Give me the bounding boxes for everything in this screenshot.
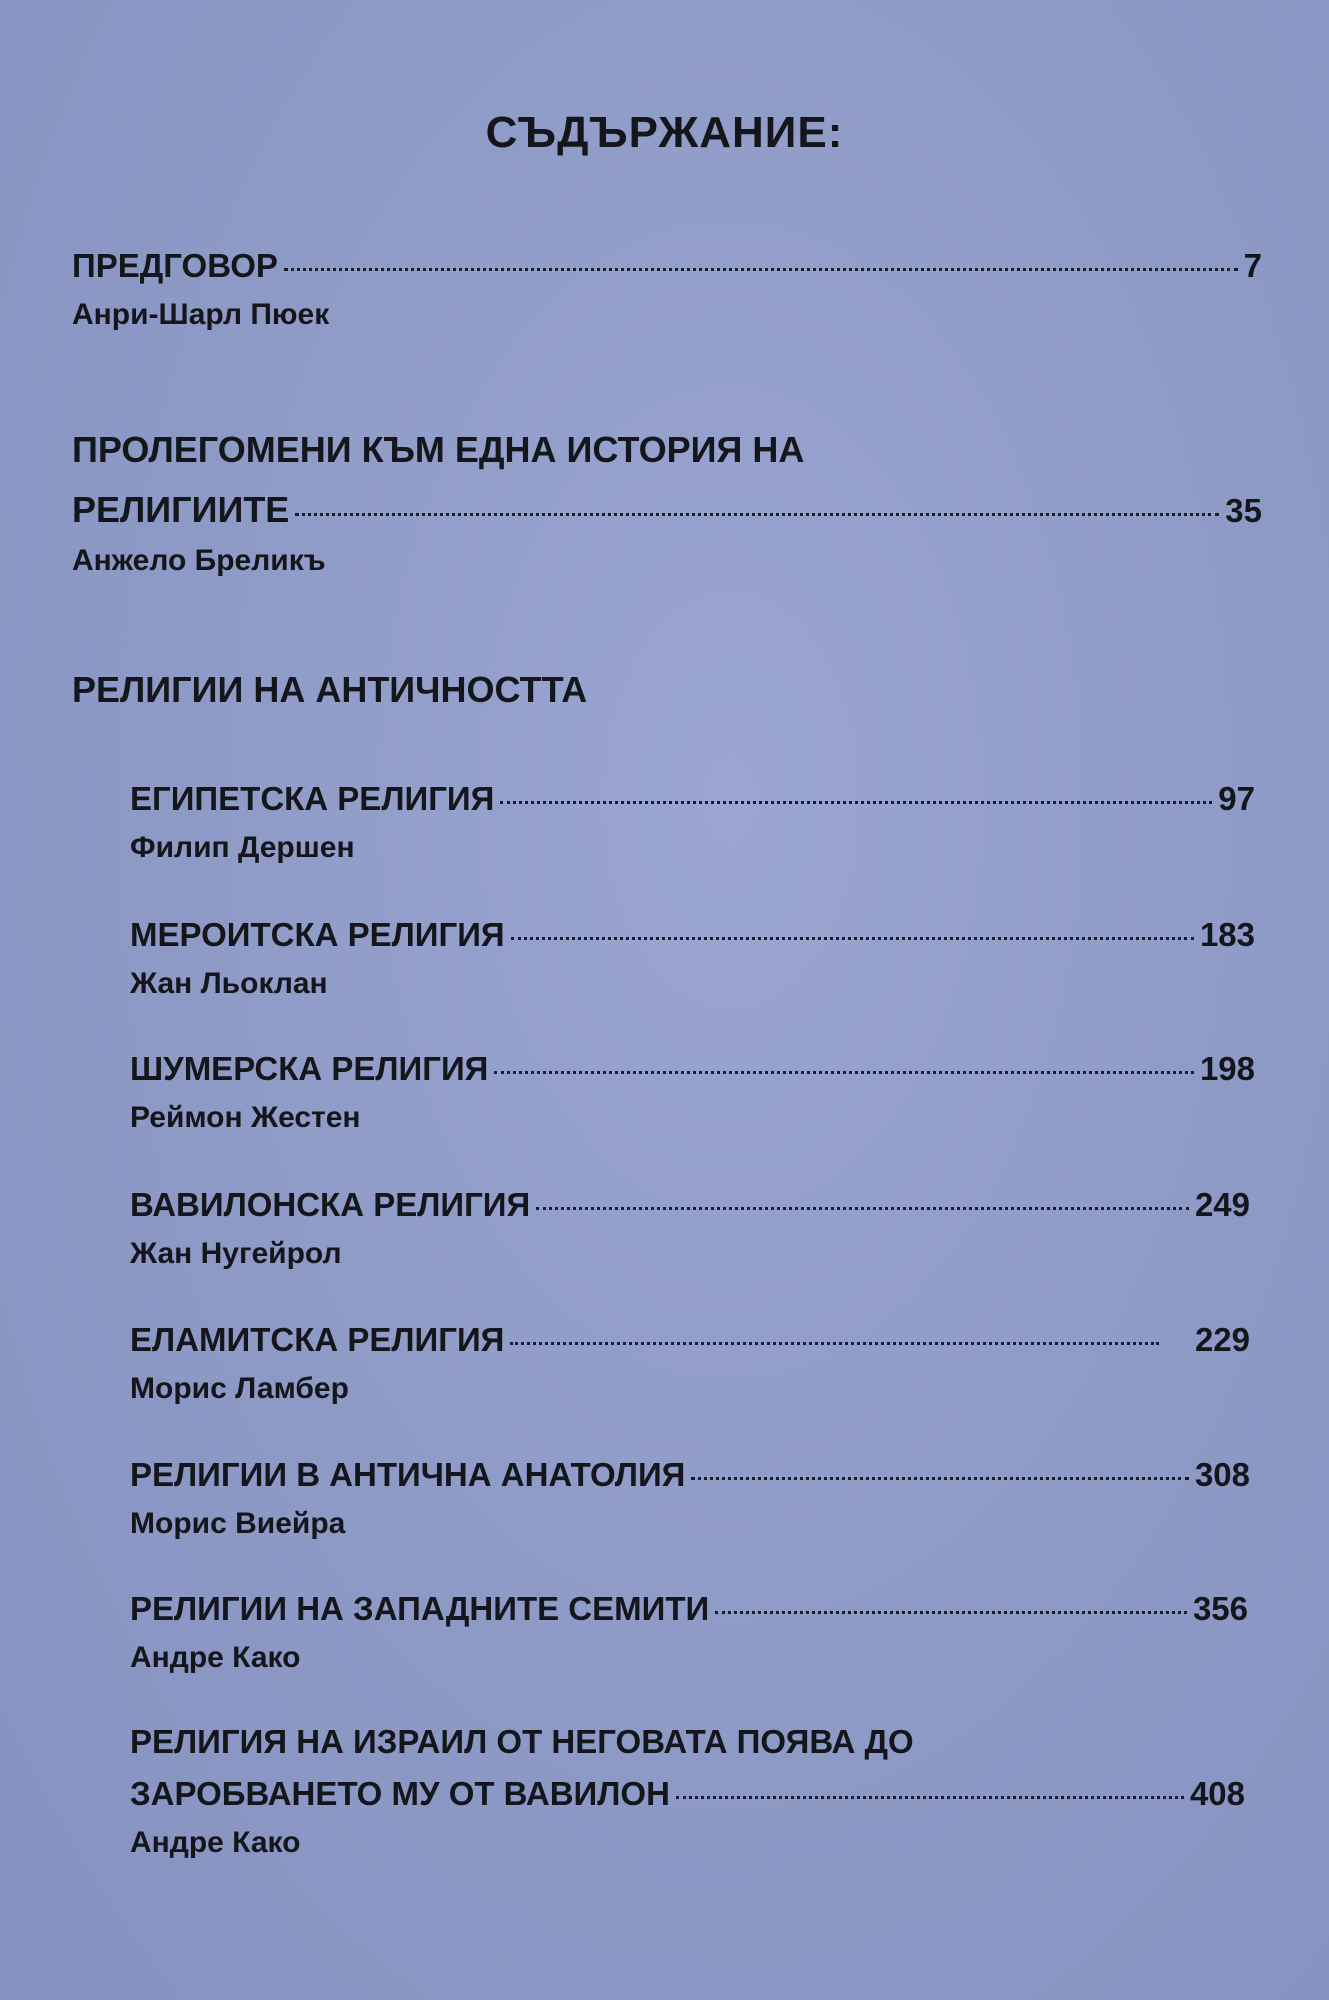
toc-page-number: 198 (1199, 1050, 1255, 1087)
toc-entry-israel (130, 1713, 1245, 1863)
leader-dots (494, 1071, 1194, 1074)
toc-entry-line (130, 1580, 1248, 1638)
toc-entry-line (72, 237, 1262, 295)
leader-dots (676, 1796, 1184, 1799)
toc-entry-line (130, 1040, 1255, 1098)
leader-dots (295, 513, 1219, 516)
leader-dots (715, 1611, 1187, 1614)
toc-entry-sumerian (130, 1040, 1255, 1138)
toc-entry-title: ЕГИПЕТСКА РЕЛИГИЯ (130, 780, 495, 817)
leader-dots (536, 1207, 1189, 1210)
toc-entry-title-line1 (130, 1713, 1245, 1771)
toc-entry-author: Морис Ламбер (130, 1372, 349, 1405)
toc-entry-line (130, 1176, 1250, 1234)
leader-dots (500, 801, 1212, 804)
section-heading: РЕЛИГИИ НА АНТИЧНОСТТА (72, 669, 588, 710)
leader-dots (511, 937, 1194, 940)
toc-entry-preface (72, 237, 1262, 335)
toc-entry-line (130, 1311, 1250, 1369)
toc-page-number: 308 (1194, 1456, 1250, 1493)
toc-entry-author: Реймон Жестен (130, 1101, 361, 1134)
toc-entry-western-semites (130, 1580, 1248, 1678)
toc-entry-meroitic (130, 906, 1255, 1004)
toc-entry-egyptian (130, 770, 1255, 868)
toc-entry-line (130, 906, 1255, 964)
toc-page-number: 183 (1199, 916, 1255, 953)
toc-entry-author: Жан Льоклан (130, 967, 328, 1000)
toc-entry-author: Анри-Шарл Пюек (72, 298, 330, 331)
toc-page-number: 7 (1243, 247, 1262, 284)
leader-dots (510, 1342, 1159, 1345)
toc-entry-title: ПРЕДГОВОР (72, 247, 278, 284)
page-title: СЪДЪРЖАНИЕ: (485, 108, 844, 157)
toc-page-number: 249 (1194, 1186, 1250, 1223)
toc-entry-line (130, 1765, 1245, 1823)
toc-entry-babylonian (130, 1176, 1250, 1274)
toc-entry-title: РЕЛИГИИ НА ЗАПАДНИТЕ СЕМИТИ (130, 1590, 710, 1627)
toc-entry-title: ВАВИЛОНСКА РЕЛИГИЯ (130, 1186, 531, 1223)
toc-entry-line (130, 770, 1255, 828)
toc-entry-anatolia (130, 1446, 1250, 1544)
toc-entry-line (72, 480, 1262, 541)
leader-dots (284, 268, 1238, 271)
toc-entry-author: Морис Виейра (130, 1507, 346, 1540)
toc-page-number: 229 (1194, 1321, 1250, 1358)
toc-entry-author: Андре Како (130, 1641, 301, 1674)
toc-entry-prolegomena (72, 420, 1262, 581)
leader-dots (691, 1477, 1189, 1480)
toc-entry-elamite (130, 1311, 1250, 1409)
toc-entry-author: Филип Дершен (130, 831, 355, 864)
toc-entry-author: Андре Како (130, 1826, 301, 1859)
toc-entry-author: Анжело Бреликъ (72, 544, 326, 577)
toc-page-number: 97 (1218, 780, 1255, 817)
toc-entry-title: ЕЛАМИТСКА РЕЛИГИЯ (130, 1321, 505, 1358)
toc-entry-line (130, 1446, 1250, 1504)
toc-page-number: 35 (1225, 492, 1262, 529)
toc-entry-title: МЕРОИТСКА РЕЛИГИЯ (130, 916, 505, 953)
toc-page-number: 408 (1189, 1775, 1245, 1812)
toc-entry-title-line1: ПРОЛЕГОМЕНИ КЪМ ЕДНА ИСТОРИЯ НА (72, 429, 805, 470)
toc-entry-title: РЕЛИГИИ В АНТИЧНА АНАТОЛИЯ (130, 1456, 686, 1493)
toc-entry-title: РЕЛИГИИТЕ (72, 489, 290, 530)
toc-entry-title: ЗАРОБВАНЕТО МУ ОТ ВАВИЛОН (130, 1775, 670, 1812)
toc-entry-title-first-line: РЕЛИГИЯ НА ИЗРАИЛ ОТ НЕГОВАТА ПОЯВА ДО (130, 1723, 914, 1760)
toc-entry-title: ШУМЕРСКА РЕЛИГИЯ (130, 1050, 489, 1087)
toc-entry-author: Жан Нугейрол (130, 1237, 342, 1270)
toc-page-number: 356 (1192, 1590, 1248, 1627)
